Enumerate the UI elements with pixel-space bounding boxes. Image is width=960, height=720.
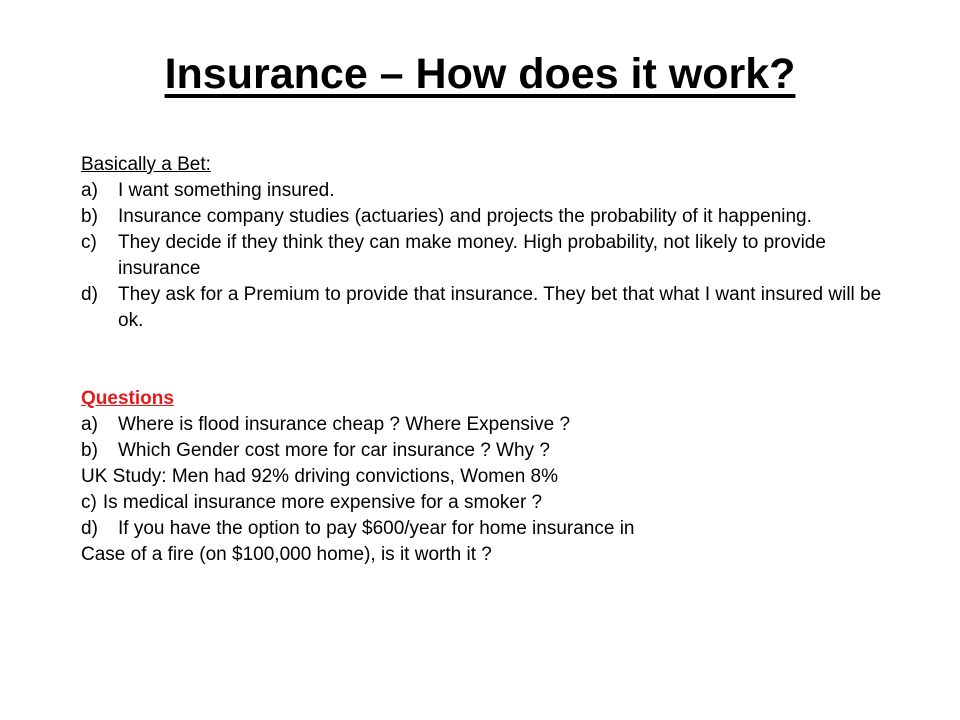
list-item-text: If you have the option to pay $600/year for home insurance in	[118, 518, 635, 539]
question-item-d-continuation: Case of a fire (on $100,000 home), is it worth it ?	[81, 544, 492, 565]
bet-list	[81, 178, 911, 334]
list-item-text: Where is flood insurance cheap ? Where Expensive ?	[118, 414, 571, 435]
list-marker: c)	[81, 492, 97, 513]
list-item-text: They decide if they think they can make money. High probability, not likely to provide insurance	[118, 232, 826, 279]
list-item-text: They ask for a Premium to provide that insurance. They bet that what I want insured will be ok.	[118, 284, 882, 331]
question-item-c	[81, 490, 911, 516]
question-item-b	[81, 438, 911, 464]
list-item-text: I want something insured.	[118, 180, 335, 201]
list-marker: b)	[81, 206, 98, 227]
bet-heading: Basically a Bet:	[81, 154, 211, 175]
questions-list	[81, 412, 911, 464]
section-spacer	[81, 334, 911, 386]
question-item-a	[81, 412, 911, 438]
questions-heading: Questions	[81, 388, 174, 409]
list-marker: b)	[81, 440, 98, 461]
list-item-text: Is medical insurance more expensive for a smoker ?	[102, 492, 543, 513]
slide-title: Insurance – How does it work?	[164, 50, 796, 98]
bet-item-d	[81, 282, 911, 334]
question-item-d	[81, 516, 911, 542]
list-marker: a)	[81, 180, 98, 201]
list-marker: a)	[81, 414, 98, 435]
list-marker: d)	[81, 284, 98, 305]
slide-content	[81, 152, 911, 568]
list-marker: d)	[81, 518, 98, 539]
list-item-text: Which Gender cost more for car insurance ? Why ?	[118, 440, 550, 461]
uk-study-text: UK Study: Men had 92% driving convictions, Women 8%	[81, 466, 558, 487]
bet-item-a	[81, 178, 911, 204]
bet-item-c	[81, 230, 911, 282]
list-item-text: Insurance company studies (actuaries) and projects the probability of it happening.	[118, 206, 812, 227]
bet-item-b	[81, 204, 911, 230]
list-marker: c)	[81, 232, 97, 253]
